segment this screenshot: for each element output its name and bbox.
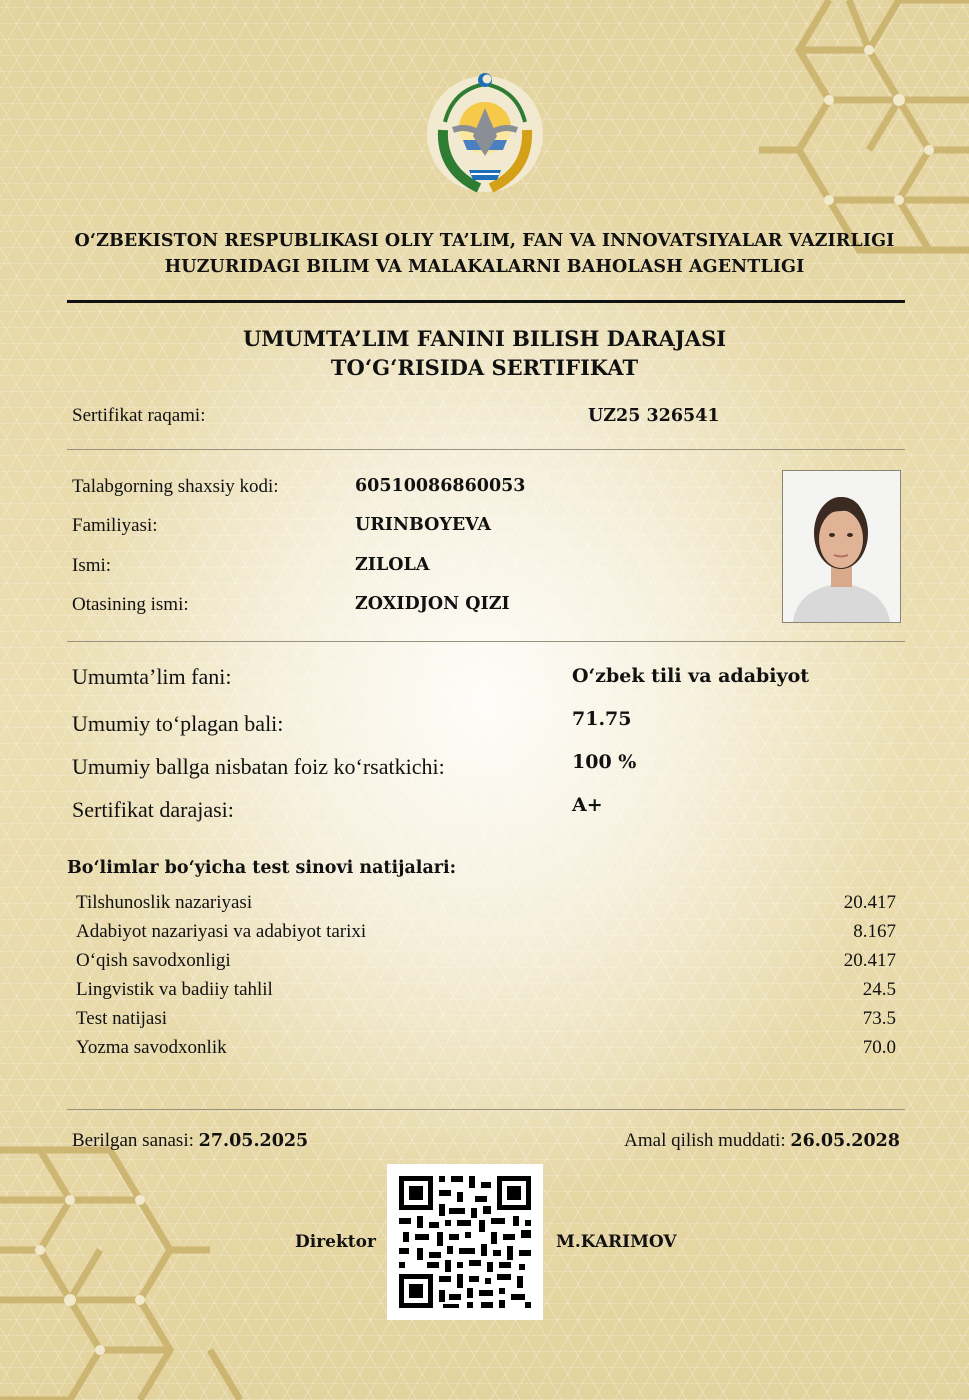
section-results-heading: Bo‘limlar bo‘yicha test sinovi natijalari:: [67, 858, 457, 878]
result-name: Tilshunoslik nazariyasi: [76, 892, 253, 913]
result-name: Yozma savodxonlik: [76, 1037, 227, 1058]
certificate-level-value: A+: [572, 794, 603, 816]
result-value: 20.417: [843, 950, 896, 971]
valid-until-value: 26.05.2028: [790, 1131, 900, 1151]
result-value: 20.417: [843, 892, 896, 913]
subject-value: O‘zbek tili va adabiyot: [572, 665, 810, 687]
certificate-number-value: UZ25 326541: [588, 406, 720, 426]
divider: [67, 1109, 905, 1110]
percent-value: 100 %: [572, 751, 637, 773]
result-row: [76, 979, 896, 1008]
issue-date-label: Berilgan sanasi:: [72, 1130, 194, 1151]
valid-until-label: Amal qilish muddati:: [624, 1130, 786, 1151]
result-value: 24.5: [862, 979, 896, 1000]
result-value: 73.5: [862, 1008, 896, 1029]
result-value: 8.167: [853, 921, 896, 942]
valid-until: [624, 1130, 900, 1152]
state-emblem: [423, 70, 547, 196]
result-value: 70.0: [862, 1037, 896, 1058]
result-name: Lingvistik va badiiy tahlil: [76, 979, 273, 1000]
result-row: [76, 950, 896, 979]
divider: [67, 641, 905, 642]
result-name: O‘qish savodxonligi: [76, 950, 231, 971]
personal-code-value: 60510086860053: [355, 476, 526, 496]
percent-label: Umumiy ballga nisbatan foiz ko‘rsatkichi:: [72, 754, 445, 779]
certificate-title-line-1: UMUMTA’LIM FANINI BILISH DARAJASI: [242, 326, 727, 351]
result-row: [76, 921, 896, 950]
corner-ornament-bottom-left: [0, 1110, 260, 1400]
holder-photo: [782, 470, 901, 623]
subject-label: Umumta’lim fani:: [72, 664, 232, 689]
result-row: [76, 892, 896, 921]
certificate-title: [40, 324, 929, 382]
first-name-label: Ismi:: [72, 555, 112, 576]
patronymic-value: ZOXIDJON QIZI: [355, 594, 510, 614]
issue-date-value: 27.05.2025: [198, 1131, 309, 1151]
verification-qr-code[interactable]: [387, 1164, 543, 1320]
agency-name: [40, 228, 929, 280]
total-score-label: Umumiy to‘plagan bali:: [72, 711, 284, 736]
divider: [67, 449, 905, 450]
agency-line-2: HUZURIDAGI BILIM VA MALAKALARNI BAHOLASH AGENTLIGI: [164, 257, 805, 277]
director-name: M.KARIMOV: [556, 1232, 677, 1252]
director-role: Direktor: [295, 1232, 376, 1252]
result-row: [76, 1008, 896, 1037]
result-name: Test natijasi: [76, 1008, 168, 1029]
personal-code-label: Talabgorning shaxsiy kodi:: [72, 476, 279, 497]
surname-value: URINBOYEVA: [355, 515, 491, 535]
header-divider: [67, 300, 905, 303]
result-row: [76, 1037, 896, 1066]
certificate-level-label: Sertifikat darajasi:: [72, 797, 234, 822]
result-name: Adabiyot nazariyasi va adabiyot tarixi: [76, 921, 367, 942]
agency-line-1: O‘ZBEKISTON RESPUBLIKASI OLIY TA’LIM, FAN VA INNOVATSIYALAR VAZIRLIGI: [74, 231, 895, 251]
certificate-number-label: Sertifikat raqami:: [72, 405, 206, 426]
certificate-title-line-2: TO‘G‘RISIDA SERTIFIKAT: [330, 355, 639, 380]
issue-date: [72, 1130, 308, 1152]
surname-label: Familiyasi:: [72, 515, 158, 536]
patronymic-label: Otasining ismi:: [72, 594, 189, 615]
first-name-value: ZILOLA: [355, 555, 430, 575]
total-score-value: 71.75: [572, 708, 632, 730]
